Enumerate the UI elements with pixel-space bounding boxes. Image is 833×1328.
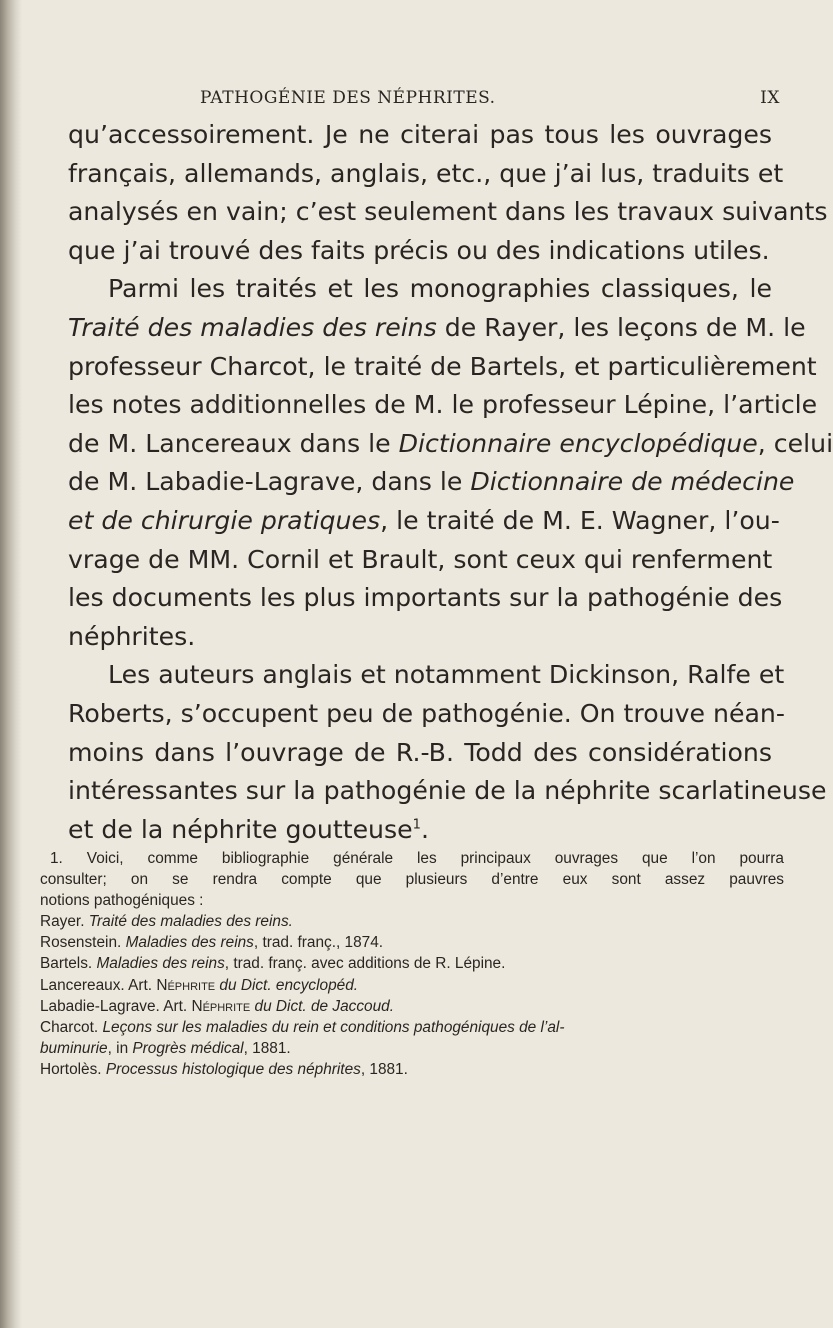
reference-title: Processus histologique des néphrites bbox=[105, 1060, 361, 1078]
reference-author: Labadie-Lagrave. Art. bbox=[40, 997, 192, 1015]
text-fragment: , celui bbox=[757, 428, 833, 458]
text-line: et de la néphrite goutteuse$^1$. bbox=[68, 814, 429, 844]
reference-author: Rayer. bbox=[40, 913, 89, 931]
reference-details: , in bbox=[107, 1039, 133, 1057]
reference-title: buminurie bbox=[40, 1039, 108, 1057]
reference-item bbox=[40, 1017, 784, 1038]
page-header bbox=[200, 88, 780, 114]
text-line bbox=[68, 502, 780, 541]
book-title: Dictionnaire encyclopédique bbox=[398, 428, 758, 458]
reference-author: Hortolès. bbox=[40, 1060, 106, 1078]
text-line: néphrites. bbox=[68, 621, 196, 651]
text-line: les notes additionnelles de M. le professeur Lépine, l’article bbox=[68, 390, 818, 420]
reference-details: , 1881. bbox=[243, 1039, 291, 1057]
reference-entry: Néphrite bbox=[191, 997, 251, 1015]
reference-title: du Dict. encyclopéd. bbox=[215, 976, 359, 994]
paragraph-3 bbox=[68, 656, 827, 849]
text-fragment: de Rayer, les leçons de M. le bbox=[436, 312, 806, 342]
text-line: les documents les plus importants sur la pathogénie des bbox=[68, 583, 783, 613]
reference-author: Charcot. bbox=[40, 1018, 103, 1036]
footnote-line: consulter; on se rendra compte que plusieurs d’entre eux sont assez pauvres bbox=[40, 871, 784, 889]
main-text bbox=[68, 116, 833, 849]
reference-entry: Néphrite bbox=[156, 976, 216, 994]
reference-title: du Dict. de Jaccoud. bbox=[250, 997, 394, 1015]
text-line: Les auteurs anglais et notamment Dickinson, Ralfe et bbox=[108, 660, 785, 690]
text-line: Roberts, s’occupent peu de pathogénie. On trouve néan- bbox=[68, 698, 785, 728]
paragraph-2 bbox=[68, 270, 833, 656]
text-line: Parmi les traités et les monographies classiques, le bbox=[108, 274, 772, 304]
reference-item bbox=[40, 911, 784, 932]
text-line: que j’ai trouvé des faits précis ou des indications utiles. bbox=[68, 235, 770, 265]
reference-item bbox=[40, 932, 784, 953]
text-fragment: de M. Labadie-Lagrave, dans le bbox=[68, 467, 471, 497]
reference-item bbox=[40, 975, 784, 996]
text-fragment: , le traité de M. E. Wagner, l’ou- bbox=[380, 505, 780, 535]
footnote-marker: 1 bbox=[412, 817, 421, 833]
footnote bbox=[40, 848, 784, 1080]
text-line bbox=[68, 425, 833, 464]
text-line: français, allemands, anglais, etc., que j’ai lus, traduits et bbox=[68, 158, 784, 188]
text-line: qu’accessoirement. Je ne citerai pas tous les ouvrages bbox=[68, 120, 772, 149]
reference-author: Lancereaux. Art. bbox=[40, 976, 157, 994]
text-line: analysés en vain; c’est seulement dans les travaux suivants bbox=[68, 197, 828, 227]
reference-details: , trad. franç. avec additions de R. Lépine. bbox=[224, 955, 506, 973]
book-title: et de chirurgie pratiques bbox=[68, 505, 381, 535]
reference-item bbox=[40, 953, 784, 974]
book-title: Traité des maladies des reins bbox=[68, 312, 437, 342]
running-title: PATHOGÉNIE DES NÉPHRITES. bbox=[200, 88, 496, 108]
reference-item bbox=[40, 1059, 784, 1080]
reference-details: , 1881. bbox=[360, 1060, 408, 1078]
reference-title: Traité des maladies des reins. bbox=[88, 913, 293, 931]
text-fragment: et de la néphrite goutteuse bbox=[68, 814, 413, 844]
footnote-line: notions pathogéniques : bbox=[40, 892, 204, 910]
journal-title: Progrès médical bbox=[132, 1039, 244, 1057]
text-line: professeur Charcot, le traité de Bartels, et particulièrement bbox=[68, 351, 817, 381]
reference-title: Maladies des reins bbox=[125, 934, 254, 952]
text-line: moins dans l’ouvrage de R.-B. Todd des considérations bbox=[68, 737, 772, 767]
book-title: Dictionnaire de médecine bbox=[470, 467, 795, 497]
paragraph-1 bbox=[68, 116, 828, 270]
reference-item bbox=[40, 996, 784, 1017]
text-line bbox=[68, 309, 806, 348]
reference-item-continued bbox=[40, 1038, 784, 1059]
text-line: vrage de MM. Cornil et Brault, sont ceux qui renferment bbox=[68, 544, 773, 574]
reference-author: Rosenstein. bbox=[40, 934, 126, 952]
page-number: IX bbox=[760, 88, 780, 108]
reference-details: , trad. franç., 1874. bbox=[253, 934, 384, 952]
footnote-line: 1. Voici, comme bibliographie générale les principaux ouvrages que l’on pourra bbox=[50, 850, 784, 867]
text-fragment: de M. Lancereaux dans le bbox=[68, 428, 399, 458]
reference-author: Bartels. bbox=[40, 955, 97, 973]
text-line: intéressantes sur la pathogénie de la néphrite scarlatineuse bbox=[68, 776, 827, 806]
text-line bbox=[68, 463, 795, 502]
reference-title: Leçons sur les maladies du rein et conditions pathogéniques de l’al- bbox=[102, 1018, 565, 1036]
reference-title: Maladies des reins bbox=[96, 955, 225, 973]
